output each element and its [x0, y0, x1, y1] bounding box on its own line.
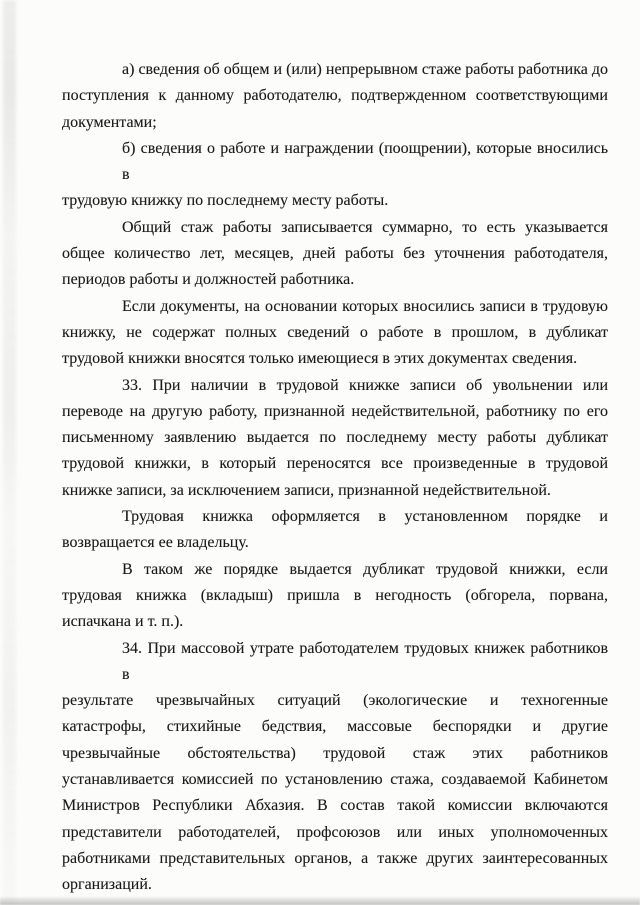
- paragraph: [62, 215, 608, 294]
- text-line: трудовую книжку по последнему месту работы.: [62, 192, 389, 210]
- text-line: переводе на другую работу, признанной недействительной, работнику по его: [62, 402, 608, 420]
- text-line: работниками представительных органов, а также других заинтересованных: [62, 849, 608, 867]
- text-line: общее количество лет, месяцев, дней работы без уточнения работодателя,: [62, 245, 608, 263]
- text-line: трудовая книжка (вкладыш) пришла в негодность (обгорела, порвана,: [62, 586, 608, 604]
- text-line: трудовой книжки, в который переносятся все произведенные в трудовой: [62, 455, 608, 473]
- paragraph: [62, 504, 608, 557]
- document-text-block: [62, 57, 608, 899]
- text-line: возвращается ее владельцу.: [62, 534, 249, 552]
- paragraph: [62, 557, 608, 636]
- paragraph: [62, 294, 608, 373]
- text-line: В таком же порядке выдается дубликат трудовой книжки, если: [122, 560, 608, 578]
- paragraph: [62, 373, 608, 504]
- text-line: чрезвычайные обстоятельства) трудовой стаж этих работников: [62, 744, 608, 762]
- text-line: организаций.: [62, 876, 152, 894]
- text-line: а) сведения об общем и (или) непрерывном стаже работы работника до: [122, 61, 608, 78]
- text-line: представители работодателей, профсоюзов или иных уполномоченных: [62, 823, 608, 841]
- text-line: катастрофы, стихийные бедствия, массовые беспорядки и другие: [62, 718, 608, 736]
- text-line: устанавливается комиссией по установлению стажа, создаваемой Кабинетом: [62, 771, 608, 789]
- text-line: результате чрезвычайных ситуаций (экологические и техногенные: [62, 692, 608, 710]
- text-line: 34. При массовой утрате работодателем трудовых книжек работников в: [122, 639, 608, 683]
- paragraph: [62, 636, 608, 899]
- text-line: Общий стаж работы записывается суммарно, то есть указывается: [122, 218, 608, 236]
- paragraph: [62, 136, 608, 215]
- paragraph: [62, 57, 608, 136]
- text-line: трудовой книжки вносятся только имеющиеся в этих документах сведения.: [62, 350, 578, 368]
- text-line: письменному заявлению выдается по последнему месту работы дубликат: [62, 429, 608, 447]
- text-line: периодов работы и должностей работника.: [62, 271, 355, 289]
- text-line: Трудовая книжка оформляется в установленном порядке и: [122, 508, 608, 526]
- text-line: поступления к данному работодателю, подтвержденном соответствующими: [62, 87, 608, 105]
- text-line: Министров Республики Абхазия. В состав такой комиссии включаются: [62, 797, 608, 815]
- text-line: Если документы, на основании которых вносились записи в трудовую: [122, 297, 608, 315]
- text-line: б) сведения о работе и награждении (поощрении), которые вносились в: [122, 139, 608, 184]
- text-line: испачкана и т. п.).: [62, 613, 184, 631]
- text-line: книжке записи, за исключением записи, признанной недействительной.: [62, 481, 551, 499]
- text-line: книжку, не содержат полных сведений о работе в прошлом, в дубликат: [62, 323, 608, 341]
- text-line: документами;: [62, 113, 157, 131]
- scan-artifact-left-streak: [3, 0, 16, 905]
- text-line: 33. При наличии в трудовой книжке записи об увольнении или: [122, 376, 608, 394]
